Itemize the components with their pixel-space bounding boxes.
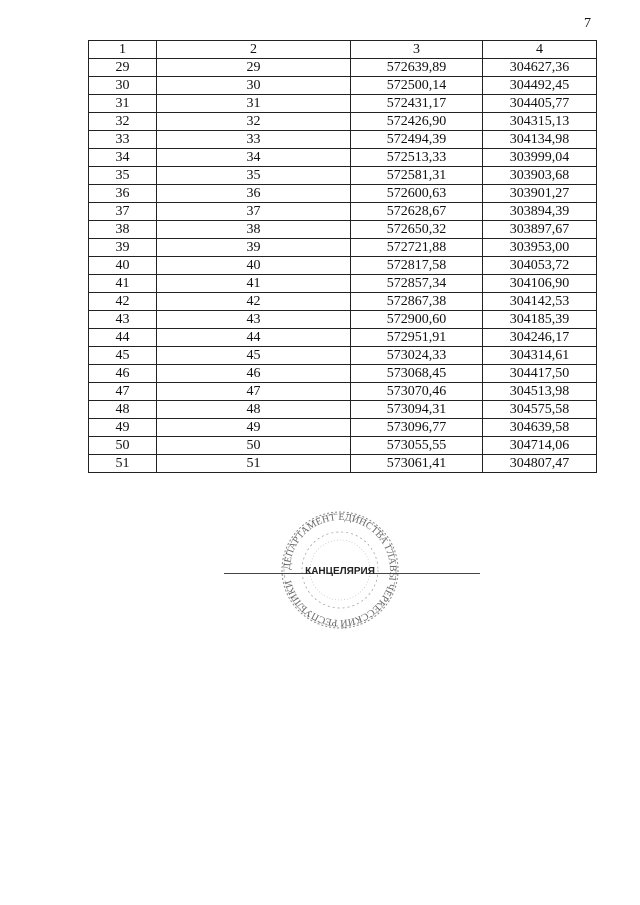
table-cell-col-3: 572513,33 [351,149,483,167]
table-cell-col-3: 572650,32 [351,221,483,239]
table-cell-col-3: 572867,38 [351,293,483,311]
table-cell-col-3: 573094,31 [351,401,483,419]
official-stamp [270,510,410,630]
table-cell-col-3: 572721,88 [351,239,483,257]
table-row [89,293,597,311]
table-cell-col-2: 51 [157,455,351,473]
table-cell-col-4: 304627,36 [483,59,597,77]
table-cell-col-4: 304714,06 [483,437,597,455]
page-number: 7 [584,16,591,31]
table-cell-col-1: 32 [89,113,157,131]
table-cell-col-4: 304142,53 [483,293,597,311]
table-row [89,275,597,293]
table-row [89,221,597,239]
table-cell-col-1: 49 [89,419,157,437]
table-row [89,347,597,365]
table-cell-col-3: 573055,55 [351,437,483,455]
table-cell-col-1: 39 [89,239,157,257]
table-row [89,59,597,77]
table-cell-col-2: 42 [157,293,351,311]
stamp-ring-text: ДЕПАРТАМЕНТ ЕДИНСТВА ГЛАВЫ ЧЕРКЕССКИЙ РЕСПУБЛИКИ [281,511,399,629]
table-cell-col-4: 303999,04 [483,149,597,167]
table-cell-col-2: 34 [157,149,351,167]
table-cell-col-2: 33 [157,131,351,149]
table-row [89,113,597,131]
table-cell-col-4: 304134,98 [483,131,597,149]
table-row [89,77,597,95]
table-cell-col-1: 38 [89,221,157,239]
table-cell-col-4: 303901,27 [483,185,597,203]
table-row [89,365,597,383]
table-cell-col-1: 31 [89,95,157,113]
table-cell-col-4: 303903,68 [483,167,597,185]
table-row [89,185,597,203]
stamp-center-text: КАНЦЕЛЯРИЯ [305,566,375,577]
table-cell-col-4: 304513,98 [483,383,597,401]
table-cell-col-1: 35 [89,167,157,185]
table-row [89,383,597,401]
table-cell-col-3: 572431,17 [351,95,483,113]
table-cell-col-1: 36 [89,185,157,203]
table-cell-col-2: 29 [157,59,351,77]
table-cell-col-2: 40 [157,257,351,275]
table-cell-col-2: 38 [157,221,351,239]
table-cell-col-4: 304315,13 [483,113,597,131]
table-row [89,149,597,167]
table-row [89,167,597,185]
table-cell-col-3: 573096,77 [351,419,483,437]
table-cell-col-1: 42 [89,293,157,311]
table-cell-col-1: 50 [89,437,157,455]
table-cell-col-4: 304314,61 [483,347,597,365]
table-cell-col-4: 304106,90 [483,275,597,293]
table-cell-col-3: 572900,60 [351,311,483,329]
table-cell-col-4: 303897,67 [483,221,597,239]
table-cell-col-2: 45 [157,347,351,365]
table-row [89,257,597,275]
table-cell-col-4: 304807,47 [483,455,597,473]
table-row [89,311,597,329]
table-row [89,203,597,221]
table-cell-col-1: 47 [89,383,157,401]
table-cell-col-3: 572951,91 [351,329,483,347]
table-cell-col-3: 572817,58 [351,257,483,275]
table-cell-col-3: 572639,89 [351,59,483,77]
header-col-3: 3 [351,41,483,59]
table-cell-col-1: 51 [89,455,157,473]
table-cell-col-2: 31 [157,95,351,113]
table-cell-col-1: 29 [89,59,157,77]
table-cell-col-3: 572500,14 [351,77,483,95]
table-cell-col-3: 572426,90 [351,113,483,131]
table-cell-col-4: 304185,39 [483,311,597,329]
table-cell-col-1: 30 [89,77,157,95]
table-cell-col-4: 304405,77 [483,95,597,113]
table-cell-col-2: 47 [157,383,351,401]
table-cell-col-2: 46 [157,365,351,383]
table-cell-col-4: 304053,72 [483,257,597,275]
table-cell-col-1: 40 [89,257,157,275]
table-cell-col-1: 48 [89,401,157,419]
header-col-4: 4 [483,41,597,59]
table-cell-col-4: 304417,50 [483,365,597,383]
table-row [89,401,597,419]
table-cell-col-3: 572581,31 [351,167,483,185]
table-cell-col-2: 44 [157,329,351,347]
table-header-row [89,41,597,59]
table-cell-col-3: 573024,33 [351,347,483,365]
stamp-seal-icon [270,510,410,630]
table-cell-col-4: 303953,00 [483,239,597,257]
table-row [89,239,597,257]
table-cell-col-4: 304575,58 [483,401,597,419]
table-cell-col-3: 572600,63 [351,185,483,203]
table-cell-col-1: 44 [89,329,157,347]
coordinates-table [88,40,597,473]
table-row [89,437,597,455]
table-row [89,131,597,149]
table-cell-col-1: 46 [89,365,157,383]
table-cell-col-2: 35 [157,167,351,185]
table-cell-col-3: 572494,39 [351,131,483,149]
table-cell-col-1: 37 [89,203,157,221]
table-row [89,329,597,347]
table-cell-col-1: 45 [89,347,157,365]
table-cell-col-3: 572628,67 [351,203,483,221]
table-cell-col-4: 304492,45 [483,77,597,95]
table-cell-col-3: 573070,46 [351,383,483,401]
table-cell-col-4: 304246,17 [483,329,597,347]
table-cell-col-2: 50 [157,437,351,455]
table-cell-col-3: 573068,45 [351,365,483,383]
table-cell-col-2: 30 [157,77,351,95]
table-row [89,419,597,437]
table-cell-col-1: 41 [89,275,157,293]
table-cell-col-2: 32 [157,113,351,131]
table-cell-col-1: 43 [89,311,157,329]
table-cell-col-2: 48 [157,401,351,419]
header-col-2: 2 [157,41,351,59]
table-cell-col-4: 304639,58 [483,419,597,437]
table-cell-col-2: 43 [157,311,351,329]
table-row [89,455,597,473]
table-cell-col-2: 39 [157,239,351,257]
table-cell-col-1: 34 [89,149,157,167]
table-cell-col-2: 37 [157,203,351,221]
table-cell-col-2: 36 [157,185,351,203]
table-cell-col-3: 573061,41 [351,455,483,473]
table-cell-col-4: 303894,39 [483,203,597,221]
table-row [89,95,597,113]
table-cell-col-1: 33 [89,131,157,149]
header-col-1: 1 [89,41,157,59]
table-cell-col-2: 41 [157,275,351,293]
table-cell-col-2: 49 [157,419,351,437]
table-cell-col-3: 572857,34 [351,275,483,293]
